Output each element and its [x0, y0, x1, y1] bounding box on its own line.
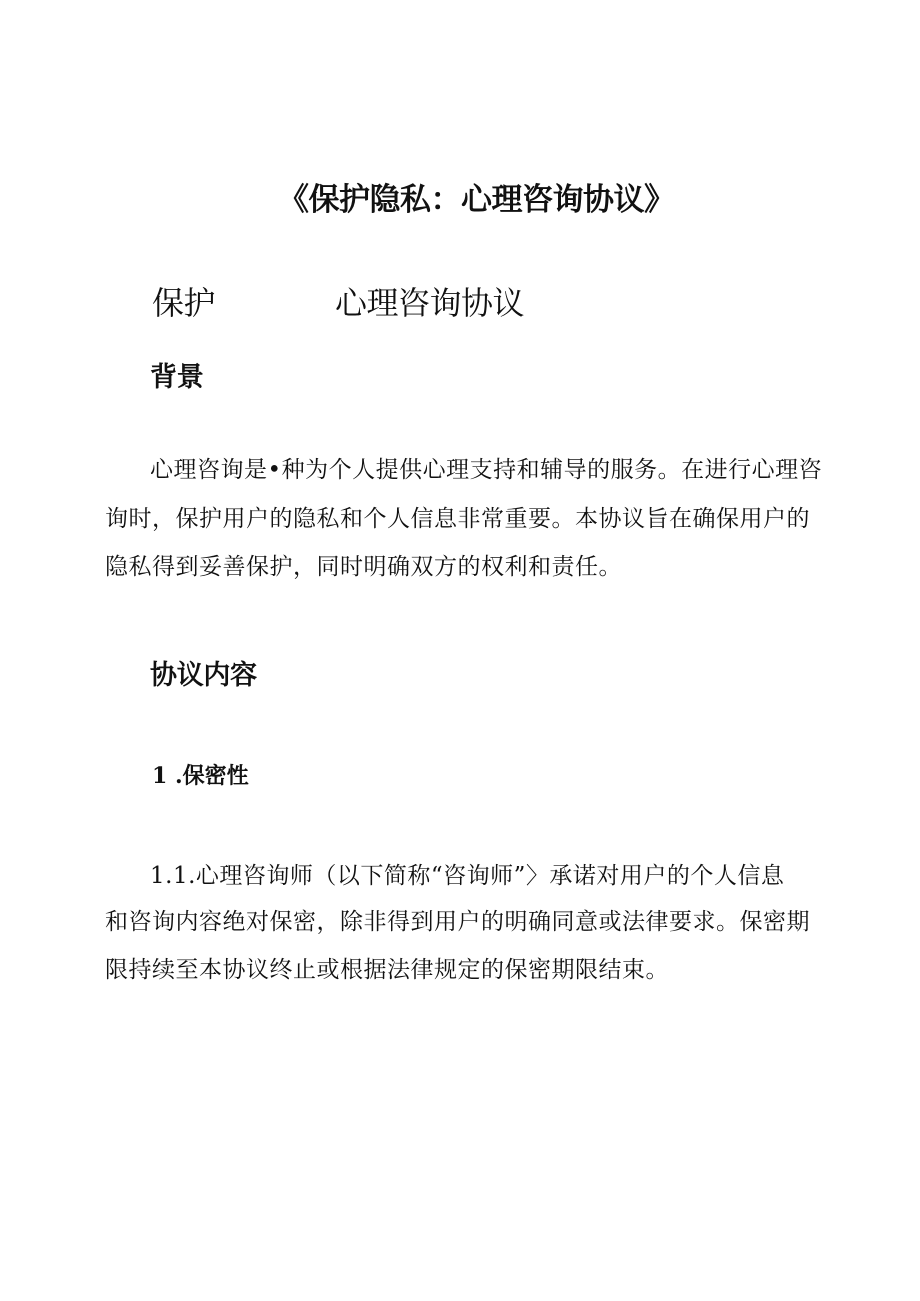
clause-title-confidentiality: 1 .保密性: [152, 763, 249, 789]
main-heading-right: 心理咨询协议: [335, 284, 525, 322]
main-heading-left: 保护: [152, 284, 216, 322]
section-heading-background: 背景: [150, 362, 204, 393]
section-heading-agreement: 协议内容: [150, 660, 257, 691]
paragraph-line: 和咨询内容绝对保密，除非得到用户的明确同意或法律要求。保密期: [105, 909, 810, 935]
paragraph-line: 1.1.心理咨询师（以下简称“咨询师”〉承诺对用户的个人信息: [150, 863, 785, 889]
document-title: 《保护隐私：心理咨询协议》: [278, 182, 675, 218]
paragraph-line: 限持续至本协议终止或根据法律规定的保密期限结束。: [105, 957, 669, 983]
paragraph-line: 隐私得到妥善保护，同时明确双方的权利和责任。: [105, 554, 622, 580]
paragraph-line: 心理咨询是•种为个人提供心理支持和辅导的服务。在进行心理咨: [150, 457, 823, 483]
paragraph-line: 询时，保护用户的隐私和个人信息非常重要。本协议旨在确保用户的: [105, 506, 810, 532]
